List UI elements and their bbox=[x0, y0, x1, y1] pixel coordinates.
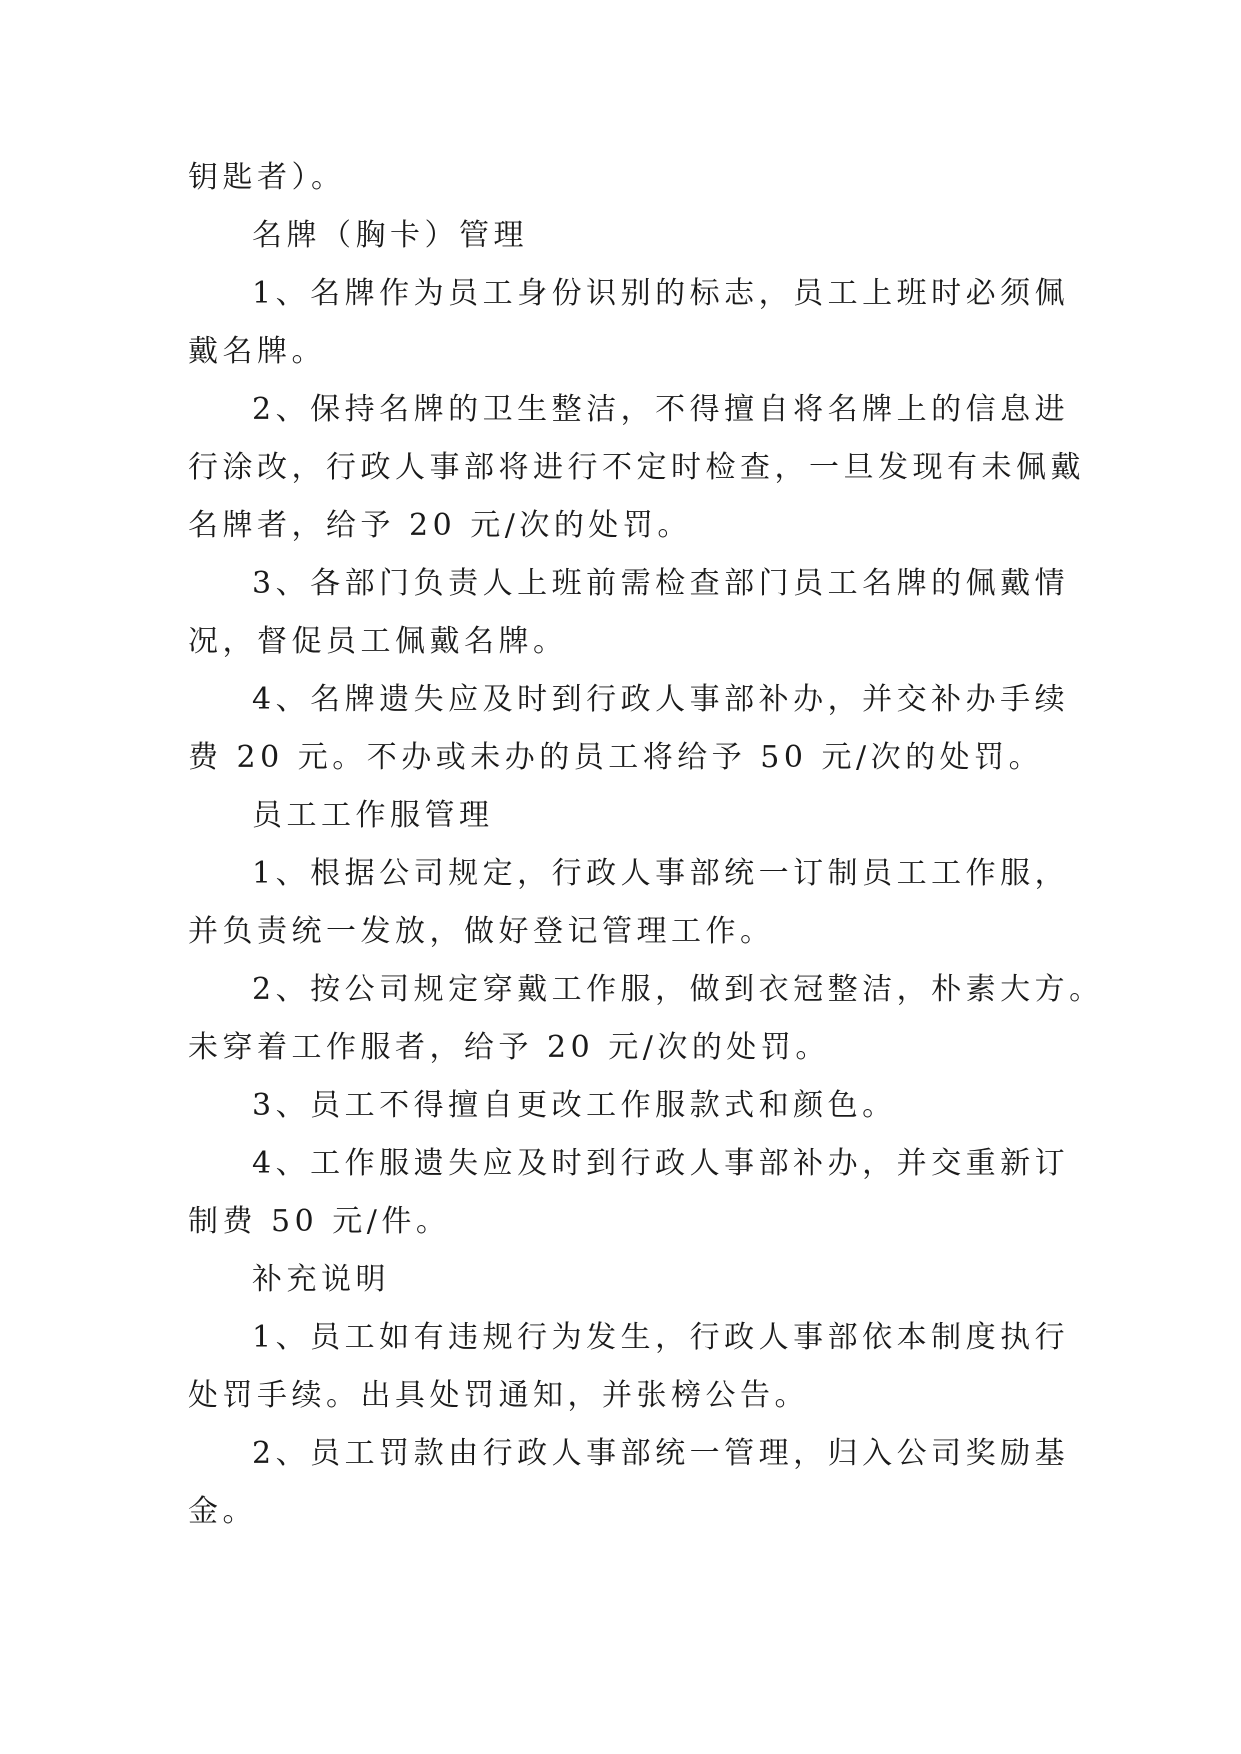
paragraph-line: 况，督促员工佩戴名牌。 bbox=[188, 624, 568, 659]
paragraph-line: 行涂改，行政人事部将进行不定时检查，一旦发现有未佩戴 bbox=[188, 450, 1085, 485]
paragraph-line: 2、员工罚款由行政人事部统一管理，归入公司奖励基 bbox=[252, 1436, 1070, 1471]
paragraph-line: 4、名牌遗失应及时到行政人事部补办，并交补办手续 bbox=[252, 682, 1070, 717]
paragraph-line: 费 20 元。不办或未办的员工将给予 50 元/次的处罚。 bbox=[188, 740, 1044, 775]
paragraph-line: 2、保持名牌的卫生整洁，不得擅自将名牌上的信息进 bbox=[252, 392, 1070, 427]
paragraph-line: 制费 50 元/件。 bbox=[188, 1204, 451, 1239]
paragraph-line: 1、员工如有违规行为发生，行政人事部依本制度执行 bbox=[252, 1320, 1070, 1355]
paragraph-line: 2、按公司规定穿戴工作服，做到衣冠整洁，朴素大方。 bbox=[252, 972, 1104, 1007]
paragraph-line: 1、根据公司规定，行政人事部统一订制员工工作服， bbox=[252, 856, 1070, 891]
paragraph-line: 4、工作服遗失应及时到行政人事部补办，并交重新订 bbox=[252, 1146, 1070, 1181]
section-heading-badge: 名牌（胸卡）管理 bbox=[252, 218, 528, 253]
paragraph-line: 戴名牌。 bbox=[188, 334, 326, 369]
paragraph-line: 金。 bbox=[188, 1494, 257, 1529]
paragraph-line: 处罚手续。出具处罚通知，并张榜公告。 bbox=[188, 1378, 809, 1413]
paragraph-line: 3、员工不得擅自更改工作服款式和颜色。 bbox=[252, 1088, 897, 1123]
text-line: 钥匙者）。 bbox=[188, 160, 346, 195]
paragraph-line: 未穿着工作服者，给予 20 元/次的处罚。 bbox=[188, 1030, 830, 1065]
paragraph-line: 3、各部门负责人上班前需检查部门员工名牌的佩戴情 bbox=[252, 566, 1070, 601]
paragraph-line: 名牌者，给予 20 元/次的处罚。 bbox=[188, 508, 692, 543]
paragraph-line: 1、名牌作为员工身份识别的标志，员工上班时必须佩 bbox=[252, 276, 1070, 311]
section-heading-uniform: 员工工作服管理 bbox=[252, 798, 494, 833]
section-heading-supplement: 补充说明 bbox=[252, 1262, 390, 1297]
paragraph-line: 并负责统一发放，做好登记管理工作。 bbox=[188, 914, 775, 949]
